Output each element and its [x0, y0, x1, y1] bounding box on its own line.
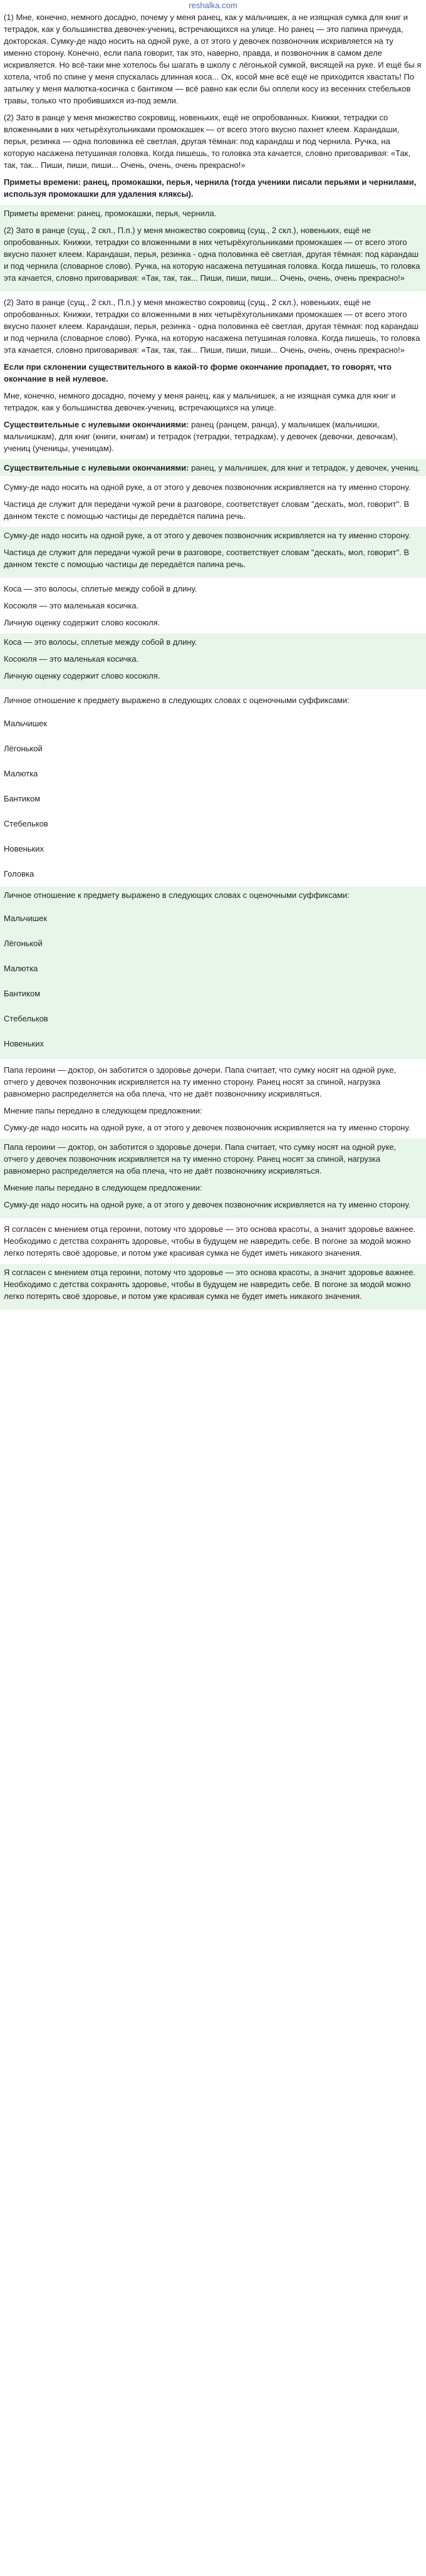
text-paragraph-3: Мне, конечно, немного досадно, почему у меня ранец, как у мальчишек, а не изящная сумка для книг и тетрадок, как у большинства девочек-учениц, встречающихся на улице. — [4, 391, 396, 412]
text-paragraph-1: (1) Мне, конечно, немного досадно, почему у меня ранец, как у мальчишек, а не изящная сумка для книг и тетрадок, как у большинства девочек-учениц, встречающихся на улице. Но ранец — это папина причуда, докторская. Сумку-де надо носить на одной руке, а от этого у девочек позвоночник искривляется на ту именно сторону. Конечно, если папа говорит, так это, наверно, правда, и позвоночник в самом деле искривляется. Но всё-таки мне хотелось бы шагать в школу с лёгонькой сумкой, висящей на руке. И ещё бы я хотела, чтоб по спине у меня спускалась длинная коса... Ох, косой мне всё ещё не приходится хвастать! По затылку у меня малютка-косичка с бантиком — всё равно как если бы оплели косу из весенних стебельков травы, только что пробившихся из-под земли. — [4, 13, 422, 105]
word-list-2 — [4, 906, 422, 1056]
answer-1 — [0, 205, 426, 291]
answer-5 — [0, 887, 426, 1059]
word-item: Малютка — [4, 769, 38, 778]
answer-5-intro: Личное отношение к предмету выражено в следующих словах с оценочными суффиксами: — [4, 890, 350, 900]
text-paragraph-6: Коса — это волосы, сплетые между собой в длину. — [4, 584, 197, 593]
answer-7-a: Я согласен с мнением отца героини, потому что здоровье — это основа красоты, а значит здоровье важнее. Необходимо с детства сохранять здоровье, чтобы в будущем не навредить себе. В погоне за модой можно легко потерять своё здоровье, и потом уже красивая сумка не будет иметь никакого значения. — [4, 1268, 416, 1301]
answer-4-b: Косоюля — это маленькая косичка. — [4, 654, 139, 664]
answer-4 — [0, 634, 426, 689]
answer-4-c: Личную оценку содержит слово косоюля. — [4, 671, 160, 681]
text-paragraph-10: Папа героини — доктор, он заботится о здоровье дочери. Папа считает, что сумку носят на одной руке, отчего у девочек позвоночник искривляется на ту именно сторону. Ранец носят за спиной, нагрузка равномерно распределяется на оба плеча, что не даёт позвоночнику искривляться. — [4, 1065, 397, 1098]
answer-6-b: Мнение папы передано в следующем предложении: — [4, 1183, 202, 1192]
text-paragraph-12: Сумку-де надо носить на одной руке, а от этого у девочек позвоночник искривляется на ту именно сторону. — [4, 1123, 411, 1132]
answer-6 — [0, 1139, 426, 1218]
answer-6-c: Сумку-де надо носить на одной руке, а от этого у девочек позвоночник искривляется на ту именно сторону. — [4, 1200, 411, 1209]
word-item: Головка — [4, 869, 34, 879]
answer-2-text: ранец (ранцем, ранца), у мальчишек (мальчишки, мальчишкам), для книг (книги, книгам) и тетрадок (тетрадки, тетрадкам), у девочек (девочки, девочкам), учениц (ученицы, ученицам). — [4, 420, 398, 453]
answer-2b-label: Существительные с нулевыми окончаниями: — [4, 463, 189, 472]
word-item: Стебельков — [4, 819, 48, 828]
word-item: Малютка — [4, 964, 38, 973]
answer-2 — [4, 419, 422, 454]
word-item: Мальчишек — [4, 719, 48, 728]
answer-3-a: Сумку-де надо носить на одной руке, а от этого у девочек позвоночник искривляется на ту именно сторону. — [4, 531, 411, 540]
text-paragraph-9: Личное отношение к предмету выражено в следующих словах с оценочными суффиксами: — [4, 696, 350, 705]
text-paragraph-11: Мнение папы передано в следующем предложении: — [4, 1106, 202, 1115]
word-item: Новеньких — [4, 1039, 44, 1048]
word-item: Стебельков — [4, 1014, 48, 1023]
answer-7 — [0, 1264, 426, 1310]
answer-2b-text: ранец, у мальчишек, для книг и тетрадок, у девочек, учениц. — [191, 463, 420, 472]
word-item: Бантиком — [4, 794, 41, 803]
question-1: Приметы времени: ранец, промокашки, перья, чернила (тогда ученики писали перьями и чернилами, используя промокашки для удаления кляксы). — [4, 177, 417, 199]
text-paragraph-2: (2) Зато в ранце у меня множество сокровищ, новеньких, ещё не опробованных. Книжки, тетрадки со вложенными в них четырёхугольниками промокашек — от всего этого вкусно пахнет клеем. Карандаши, перья, резинка — одна половинка её светлая, другая тёмная: под карандаш и под чернила. Ручка, на которую насажена петушиная головка. Когда пишешь, то головка эта качается, словно приговаривая: «Так, так, так... Пиши, пиши, пиши... Очень, очень, очень прекрасно!» — [4, 113, 410, 170]
answer-3 — [0, 527, 426, 578]
answer-6-a: Папа героини — доктор, он заботится о здоровье дочери. Папа считает, что сумку носят на одной руке, отчего у девочек позвоночник искривляется на ту именно сторону. Ранец носят за спиной, нагрузка равномерно распределяется на оба плеча, что не даёт позвоночнику искривляться. — [4, 1142, 397, 1176]
answer-4-a: Коса — это волосы, сплетые между собой в длину. — [4, 637, 197, 647]
text-paragraph-7: Косоюля — это маленькая косичка. — [4, 601, 139, 610]
answer-3-b: Частица де служит для передачи чужой речи в разговоре, соответствует словам "дескать, мол, говорит". В данном тексте с помощью частицы де передаётся папина речь. — [4, 548, 410, 569]
text-paragraph-8: Личную оценку содержит слово косоюля. — [4, 618, 160, 627]
word-list-1 — [4, 711, 422, 887]
word-item: Мальчишек — [4, 914, 48, 923]
answer-1-label: Приметы времени: ранец, промокашки, перья, чернила. — [4, 209, 217, 218]
answer-1-repeat: (2) Зато в ранце (сущ., 2 скл., П.п.) у меня множество сокровищ (сущ., 2 скл.), новеньких, ещё не опробованных. Книжки, тетрадки со вложенными в них четырёхугольниками промокашек — от всего этого вкусно пахнет клеем. Карандаши, перья, резинка - одна половинка её светлая, другая тёмная: под карандаш и под чернила (словарное слово). Ручка, на которую насажена петушиная головка. Когда пишешь, то головка эта качается, словно приговаривая: «Так, так, так... Пиши, пиши, пиши... Очень, очень, очень прекрасно!» — [4, 298, 420, 355]
answer-2b — [0, 459, 426, 476]
word-item: Лёгонькой — [4, 939, 43, 948]
word-item: Бантиком — [4, 989, 41, 998]
site-header[interactable]: reshalka.com — [189, 1, 237, 10]
text-paragraph-4: Сумку-де надо носить на одной руке, а от этого у девочек позвоночник искривляется на ту именно сторону. — [4, 482, 411, 492]
answer-1-text: (2) Зато в ранце (сущ., 2 скл., П.п.) у меня множество сокровищ (сущ., 2 скл.), новеньких, ещё не опробованных. Книжки, тетрадки со вложенными в них четырёхугольниками промокашек — от всего этого вкусно пахнет клеем. Карандаши, перья, резинка - одна половинка её светлая, другая тёмная: под карандаш и под чернила (словарное слово). Ручка, на которую насажена петушиная головка. Когда пишешь, то головка эта качается, словно приговаривая: «Так, так, так... Пиши, пиши, пиши... Очень, очень, очень прекрасно!» — [4, 226, 420, 283]
text-paragraph-5: Частица де служит для передачи чужой речи в разговоре, соответствует словам "дескать, мол, говорит". В данном тексте с помощью частицы де передаётся папина речь. — [4, 499, 410, 521]
question-2: Если при склонении существительного в какой-то форме окончание пропадает, то говорят, что окончание в ней нулевое. — [4, 362, 392, 383]
word-item: Лёгонькой — [4, 744, 43, 753]
text-paragraph-13: Я согласен с мнением отца героини, потому что здоровье — это основа красоты, а значит здоровье важнее. Необходимо с детства сохранять здоровье, чтобы в будущем не навредить себе. В погоне за модой можно легко потерять своё здоровье, и потом уже красивая сумка не будет иметь никакого значения. — [4, 1224, 416, 1258]
word-item: Новеньких — [4, 844, 44, 853]
answer-2-label: Существительные с нулевыми окончаниями: — [4, 420, 189, 429]
